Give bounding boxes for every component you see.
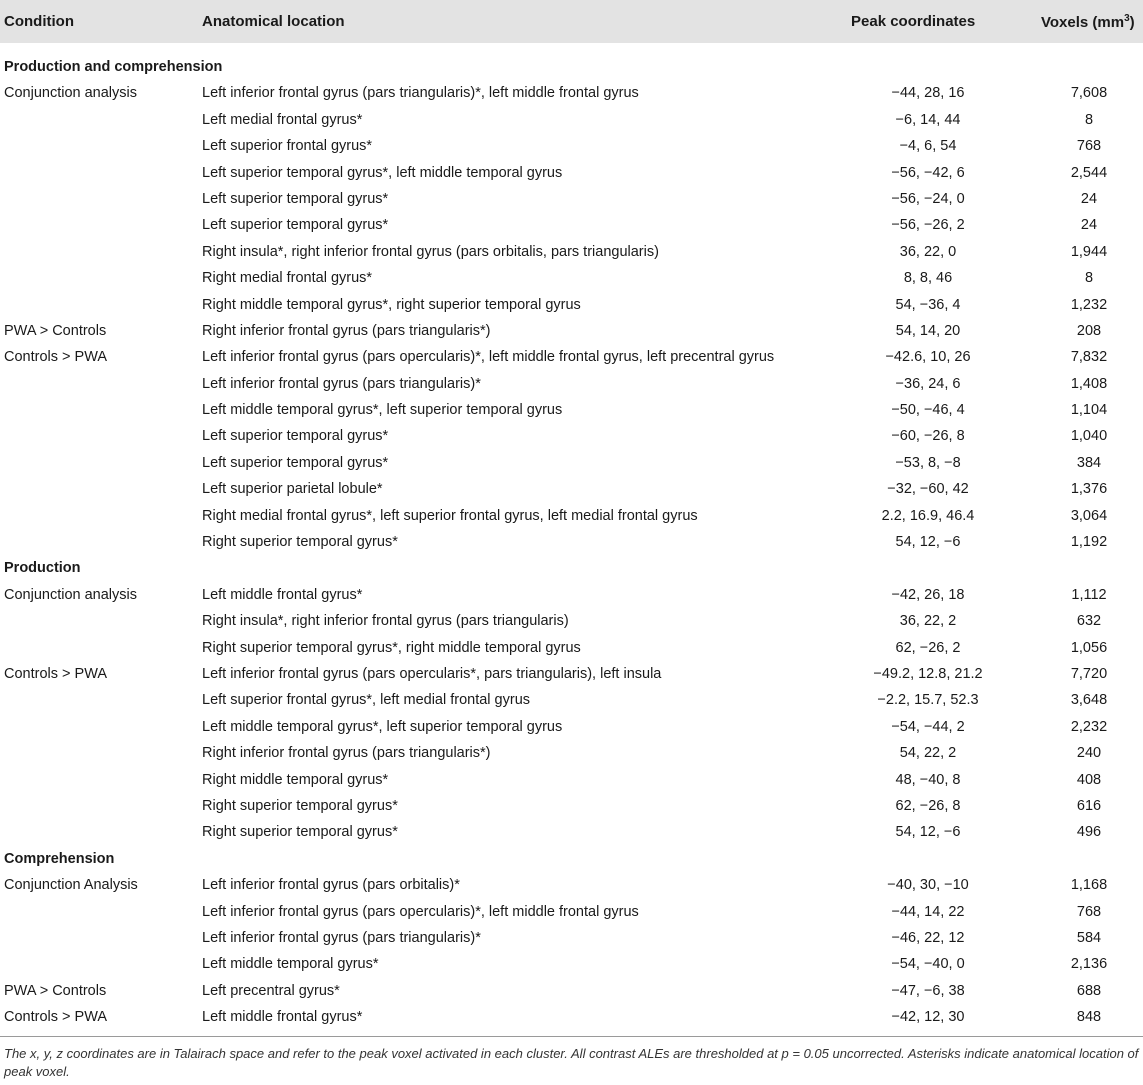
cell-voxels: 1,056	[1070, 639, 1108, 656]
table-row	[0, 292, 1143, 318]
header-anatomical-location: Anatomical location	[202, 13, 345, 30]
cell-peak-coordinates: 54, 14, 20	[895, 322, 961, 339]
table-row	[0, 371, 1143, 397]
cell-anatomical-location: Left superior parietal lobule*	[202, 481, 383, 498]
cell-anatomical-location: Left superior temporal gyrus*	[202, 454, 389, 471]
cell-peak-coordinates: −46, 22, 12	[891, 929, 965, 946]
cell-condition: Controls > PWA	[4, 665, 108, 682]
table-row	[0, 212, 1143, 238]
cell-voxels: 1,408	[1070, 375, 1108, 392]
table-row	[0, 239, 1143, 265]
cell-voxels: 7,608	[1070, 85, 1108, 102]
cell-condition: PWA > Controls	[4, 322, 107, 339]
cell-anatomical-location: Right inferior frontal gyrus (pars triangularis*)	[202, 745, 491, 762]
cell-anatomical-location: Right middle temporal gyrus*, right superior temporal gyrus	[202, 296, 581, 313]
cell-peak-coordinates: −4, 6, 54	[899, 138, 957, 155]
cell-voxels: 616	[1076, 797, 1102, 814]
cell-peak-coordinates: −54, −44, 2	[891, 718, 965, 735]
cell-voxels: 3,064	[1070, 507, 1108, 524]
cell-condition: Controls > PWA	[4, 349, 108, 366]
section-title: Production	[4, 560, 81, 577]
cell-peak-coordinates: 54, −36, 4	[895, 296, 961, 313]
table-row	[0, 978, 1143, 1004]
cell-peak-coordinates: −6, 14, 44	[895, 111, 961, 128]
table-row	[0, 107, 1143, 133]
cell-peak-coordinates: −42, 12, 30	[891, 1009, 965, 1026]
table-row	[0, 714, 1143, 740]
table-row	[0, 1004, 1143, 1030]
cell-voxels: 3,648	[1070, 692, 1108, 709]
cell-voxels: 8	[1084, 111, 1094, 128]
cell-anatomical-location: Left superior temporal gyrus*	[202, 428, 389, 445]
table-row	[0, 899, 1143, 925]
cell-peak-coordinates: −42, 26, 18	[891, 586, 965, 603]
cell-condition: Conjunction analysis	[4, 586, 137, 603]
table-row	[0, 819, 1143, 845]
cell-anatomical-location: Left superior frontal gyrus*	[202, 138, 373, 155]
table-header	[0, 0, 1143, 43]
table-row	[0, 186, 1143, 212]
cell-peak-coordinates: 54, 22, 2	[899, 745, 957, 762]
cell-voxels: 688	[1076, 982, 1102, 999]
table-row	[0, 608, 1143, 634]
cell-peak-coordinates: 48, −40, 8	[895, 771, 961, 788]
cell-condition: PWA > Controls	[4, 982, 107, 999]
cell-voxels: 1,192	[1070, 534, 1108, 551]
table-row	[0, 529, 1143, 555]
cell-anatomical-location: Left inferior frontal gyrus (pars triangularis)*	[202, 375, 481, 392]
cell-anatomical-location: Left middle temporal gyrus*	[202, 956, 379, 973]
cell-anatomical-location: Left superior temporal gyrus*	[202, 190, 389, 207]
table-row	[0, 661, 1143, 687]
table-row	[0, 133, 1143, 159]
table-row	[0, 740, 1143, 766]
header-condition: Condition	[4, 13, 74, 30]
table-row	[0, 476, 1143, 502]
cell-anatomical-location: Left middle frontal gyrus*	[202, 586, 363, 603]
cell-anatomical-location: Left superior frontal gyrus*, left medial frontal gyrus	[202, 692, 531, 709]
cell-voxels: 632	[1076, 613, 1102, 630]
cell-voxels: 1,376	[1070, 481, 1108, 498]
cell-peak-coordinates: −2.2, 15.7, 52.3	[877, 692, 979, 709]
cell-anatomical-location: Left precentral gyrus*	[202, 982, 340, 999]
table-row	[0, 80, 1143, 106]
cell-voxels: 496	[1076, 824, 1102, 841]
cell-voxels: 24	[1080, 217, 1098, 234]
table-row	[0, 160, 1143, 186]
cell-anatomical-location: Right superior temporal gyrus*, right middle temporal gyrus	[202, 639, 581, 656]
cell-anatomical-location: Right superior temporal gyrus*	[202, 797, 398, 814]
cell-anatomical-location: Left inferior frontal gyrus (pars triangularis)*	[202, 929, 481, 946]
cell-voxels: 768	[1076, 903, 1102, 920]
cell-anatomical-location: Right middle temporal gyrus*	[202, 771, 389, 788]
cell-voxels: 1,232	[1070, 296, 1108, 313]
cell-voxels: 2,136	[1070, 956, 1108, 973]
cell-voxels: 1,168	[1070, 877, 1108, 894]
cell-voxels: 408	[1076, 771, 1102, 788]
cell-voxels: 768	[1076, 138, 1102, 155]
table-row	[0, 503, 1143, 529]
cell-voxels: 848	[1076, 1009, 1102, 1026]
section-title: Comprehension	[4, 850, 115, 867]
cell-voxels: 7,832	[1070, 349, 1108, 366]
cell-voxels: 208	[1076, 322, 1102, 339]
cell-anatomical-location: Right insula*, right inferior frontal gyrus (pars orbitalis, pars triangularis)	[202, 243, 659, 260]
table-row	[0, 582, 1143, 608]
cell-condition: Controls > PWA	[4, 1009, 108, 1026]
cell-peak-coordinates: −53, 8, −8	[895, 454, 961, 471]
table-row	[0, 925, 1143, 951]
cell-condition: Conjunction Analysis	[4, 877, 138, 894]
header-voxels	[1041, 13, 1135, 31]
table-row	[0, 423, 1143, 449]
cell-peak-coordinates: −44, 14, 22	[891, 903, 965, 920]
cell-anatomical-location: Left inferior frontal gyrus (pars orbitalis)*	[202, 877, 460, 894]
cell-anatomical-location: Left superior temporal gyrus*	[202, 217, 389, 234]
cell-anatomical-location: Right inferior frontal gyrus (pars triangularis*)	[202, 322, 491, 339]
table-row	[0, 450, 1143, 476]
table-row	[0, 951, 1143, 977]
cell-voxels: 1,112	[1071, 586, 1107, 603]
header-voxels-sup: 3	[1124, 13, 1130, 24]
cell-peak-coordinates: −50, −46, 4	[891, 402, 965, 419]
cell-voxels: 1,104	[1070, 402, 1108, 419]
cell-peak-coordinates: −49.2, 12.8, 21.2	[873, 665, 983, 682]
table-row	[0, 344, 1143, 370]
bottom-rule	[0, 1036, 1143, 1037]
table-row	[0, 687, 1143, 713]
cell-anatomical-location: Left middle frontal gyrus*	[202, 1009, 363, 1026]
cell-peak-coordinates: −60, −26, 8	[891, 428, 965, 445]
cell-voxels: 24	[1080, 190, 1098, 207]
table-row	[0, 265, 1143, 291]
cell-peak-coordinates: 54, 12, −6	[895, 534, 961, 551]
cell-anatomical-location: Right superior temporal gyrus*	[202, 534, 398, 551]
cell-peak-coordinates: −56, −42, 6	[891, 164, 965, 181]
section-row	[0, 555, 1143, 581]
cell-peak-coordinates: 62, −26, 8	[895, 797, 961, 814]
cell-voxels: 1,944	[1070, 243, 1108, 260]
cell-anatomical-location: Right medial frontal gyrus*, left superior frontal gyrus, left medial frontal gyrus	[202, 507, 698, 524]
section-title: Production and comprehension	[4, 59, 223, 75]
cell-voxels: 7,720	[1070, 665, 1108, 682]
cell-voxels: 240	[1076, 745, 1102, 762]
table-footnote: The x, y, z coordinates are in Talairach space and refer to the peak voxel activated in each cluster. All contrast ALEs are thresholded at p = 0.05 uncorrected. Asterisks indicate anatomical location of peak voxel.	[4, 1046, 1139, 1079]
cell-peak-coordinates: −42.6, 10, 26	[885, 349, 971, 366]
cell-anatomical-location: Right superior temporal gyrus*	[202, 824, 398, 841]
cell-voxels: 2,544	[1070, 164, 1108, 181]
header-voxels-label: Voxels (mm	[1041, 14, 1125, 31]
cell-peak-coordinates: −56, −24, 0	[891, 190, 965, 207]
cell-anatomical-location: Left superior temporal gyrus*, left middle temporal gyrus	[202, 164, 563, 181]
cell-anatomical-location: Left inferior frontal gyrus (pars triangularis)*, left middle frontal gyrus	[202, 85, 639, 102]
section-row	[0, 54, 1143, 80]
cell-voxels: 384	[1076, 454, 1102, 471]
section-row	[0, 846, 1143, 872]
cell-condition: Conjunction analysis	[4, 85, 137, 102]
cell-peak-coordinates: −44, 28, 16	[891, 85, 965, 102]
cell-anatomical-location: Left inferior frontal gyrus (pars opercularis)*, left middle frontal gyrus, left precentral gyrus	[202, 349, 775, 366]
table-row	[0, 635, 1143, 661]
cell-peak-coordinates: 62, −26, 2	[895, 639, 961, 656]
table-row	[0, 397, 1143, 423]
cell-peak-coordinates: −36, 24, 6	[895, 375, 961, 392]
table-row	[0, 872, 1143, 898]
cell-peak-coordinates: −56, −26, 2	[891, 217, 965, 234]
table-row	[0, 318, 1143, 344]
cell-anatomical-location: Left middle temporal gyrus*, left superior temporal gyrus	[202, 718, 563, 735]
table-row	[0, 793, 1143, 819]
cell-anatomical-location: Left inferior frontal gyrus (pars opercularis)*, left middle frontal gyrus	[202, 903, 639, 920]
cell-peak-coordinates: 36, 22, 2	[899, 613, 957, 630]
cell-peak-coordinates: −40, 30, −10	[887, 877, 969, 894]
cell-peak-coordinates: 54, 12, −6	[895, 824, 961, 841]
header-voxels-close: )	[1129, 14, 1135, 31]
cell-peak-coordinates: −32, −60, 42	[887, 481, 969, 498]
cell-voxels: 8	[1084, 270, 1094, 287]
cell-anatomical-location: Left medial frontal gyrus*	[202, 111, 363, 128]
cell-anatomical-location: Right medial frontal gyrus*	[202, 270, 373, 287]
cell-peak-coordinates: 36, 22, 0	[899, 243, 957, 260]
cell-voxels: 584	[1076, 929, 1102, 946]
cell-voxels: 2,232	[1070, 718, 1108, 735]
cell-peak-coordinates: 8, 8, 46	[903, 270, 953, 287]
cell-voxels: 1,040	[1070, 428, 1108, 445]
cell-anatomical-location: Left inferior frontal gyrus (pars opercularis*, pars triangularis), left insula	[202, 665, 662, 682]
table-row	[0, 767, 1143, 793]
cell-anatomical-location: Left middle temporal gyrus*, left superior temporal gyrus	[202, 402, 563, 419]
table-body	[0, 54, 1143, 1030]
cell-anatomical-location: Right insula*, right inferior frontal gyrus (pars triangularis)	[202, 613, 569, 630]
cell-peak-coordinates: −47, −6, 38	[891, 982, 965, 999]
cell-peak-coordinates: −54, −40, 0	[891, 956, 965, 973]
cell-peak-coordinates: 2.2, 16.9, 46.4	[881, 507, 975, 524]
header-peak-coordinates: Peak coordinates	[851, 13, 976, 30]
